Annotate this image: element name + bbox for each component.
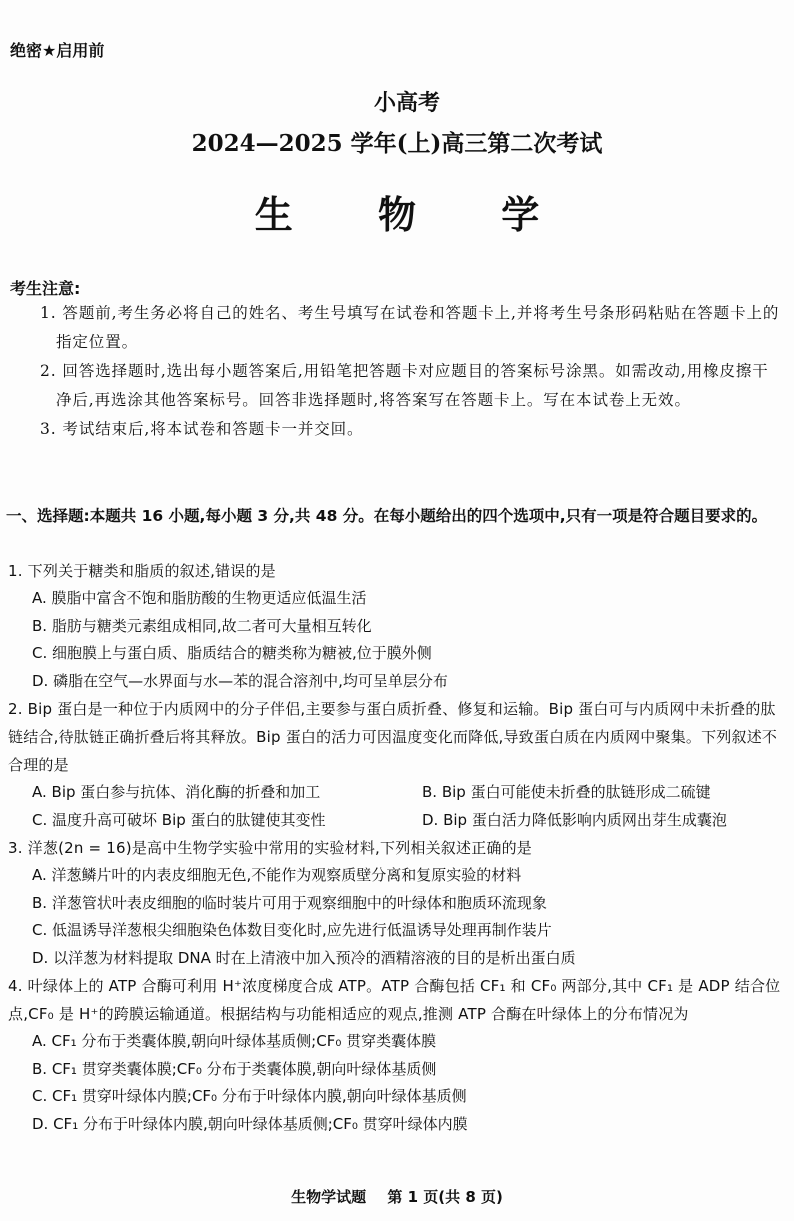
- option-b: B. 脂肪与糖类元素组成相同,故二者可大量相互转化: [32, 616, 372, 635]
- option-b: B. CF₁ 贯穿类囊体膜;CF₀ 分布于类囊体膜,朝向叶绿体基质侧: [32, 1059, 437, 1078]
- option-a: A. 洋葱鳞片叶的内表皮细胞无色,不能作为观察质壁分离和复原实验的材料: [32, 866, 522, 884]
- question-2: [8, 695, 788, 834]
- option-row-cd: [8, 807, 788, 835]
- question-stem: 4. 叶绿体上的 ATP 合酶可利用 H⁺浓度梯度合成 ATP。ATP 合酶包括 CF₁ 和 CF₀ 两部分,其中 CF₁ 是 ADP 结合位点,CF₀ 是 H⁺的跨膜运输通道。根据结构与功能相适应的观点,推测 ATP 合酶在叶绿体上的分布情况为: [8, 977, 781, 1023]
- question-stem: 2. Bip 蛋白是一种位于内质网中的分子伴侣,主要参与蛋白质折叠、修复和运输。Bip 蛋白可与内质网中未折叠的肽链结合,待肽链正确折叠后将其释放。Bip 蛋白的活力可因温度变化而降低,导致蛋白质在内质网中聚集。下列叙述不合理的是: [8, 700, 778, 774]
- option-d: D. 磷脂在空气—水界面与水—苯的混合溶剂中,均可呈单层分布: [32, 671, 448, 690]
- question-stem: 3. 洋葱(2n = 16)是高中生物学实验中常用的实验材料,下列相关叙述正确的是: [8, 839, 532, 857]
- page-footer: [0, 1186, 794, 1207]
- option-a: A. 膜脂中富含不饱和脂肪酸的生物更适应低温生活: [32, 589, 367, 607]
- brand-logo-text: 小高考: [373, 91, 440, 116]
- candidate-notice: [10, 276, 784, 444]
- question-4: [8, 972, 788, 1138]
- option-row-ab: [8, 779, 788, 807]
- secret-mark: 绝密★启用前: [10, 41, 105, 60]
- option-c: C. 低温诱导洋葱根尖细胞染色体数目变化时,应先进行低温诱导处理再制作装片: [32, 921, 552, 939]
- option-c: C. CF₁ 贯穿叶绿体内膜;CF₀ 分布于叶绿体内膜,朝向叶绿体基质侧: [32, 1087, 467, 1105]
- section-heading: 一、选择题:本题共 16 小题,每小题 3 分,共 48 分。在每小题给出的四个选项中,只有一项是符合题目要求的。: [6, 507, 768, 525]
- option-d: D. Bip 蛋白活力降低影响内质网出芽生成囊泡: [422, 810, 727, 829]
- option-a: A. CF₁ 分布于类囊体膜,朝向叶绿体基质侧;CF₀ 贯穿类囊体膜: [32, 1032, 437, 1050]
- option-d: D. CF₁ 分布于叶绿体内膜,朝向叶绿体基质侧;CF₀ 贯穿叶绿体内膜: [32, 1114, 468, 1133]
- question-list: [8, 557, 788, 1138]
- option-c: C. 细胞膜上与蛋白质、脂质结合的糖类称为糖被,位于膜外侧: [32, 644, 432, 662]
- option-b: B. 洋葱管状叶表皮细胞的临时装片可用于观察细胞中的叶绿体和胞质环流现象: [32, 893, 547, 912]
- notice-item-1: 1. 答题前,考生务必将自己的姓名、考生号填写在试卷和答题卡上,并将考生号条形码粘贴在答题卡上的指定位置。: [40, 304, 780, 351]
- option-a: A. Bip 蛋白参与抗体、消化酶的折叠和加工: [32, 783, 321, 801]
- exam-title: 2024—2025 学年(上)高三第二次考试: [191, 130, 603, 157]
- subject-title: 生 物 学: [254, 193, 576, 237]
- footer-subject: 生物学试题: [291, 1188, 367, 1206]
- page-number: 第 1 页(共 8 页): [387, 1188, 503, 1206]
- notice-item-3: 3. 考试结束后,将本试卷和答题卡一并交回。: [40, 420, 364, 438]
- question-1: [8, 557, 788, 695]
- question-stem: 1. 下列关于糖类和脂质的叙述,错误的是: [8, 562, 276, 580]
- question-3: [8, 834, 788, 972]
- option-b: B. Bip 蛋白可能使未折叠的肽链形成二硫键: [422, 783, 711, 801]
- option-d: D. 以洋葱为材料提取 DNA 时在上清液中加入预冷的酒精溶液的目的是析出蛋白质: [32, 948, 576, 967]
- option-c: C. 温度升高可破坏 Bip 蛋白的肽键使其变性: [32, 810, 326, 829]
- notice-item-2: 2. 回答选择题时,选出每小题答案后,用铅笔把答题卡对应题目的答案标号涂黑。如需改动,用橡皮擦干净后,再选涂其他答案标号。回答非选择题时,将答案写在答题卡上。写在本试卷上无效。: [40, 362, 769, 409]
- notice-heading: 考生注意:: [10, 279, 81, 298]
- exam-header: [0, 86, 794, 239]
